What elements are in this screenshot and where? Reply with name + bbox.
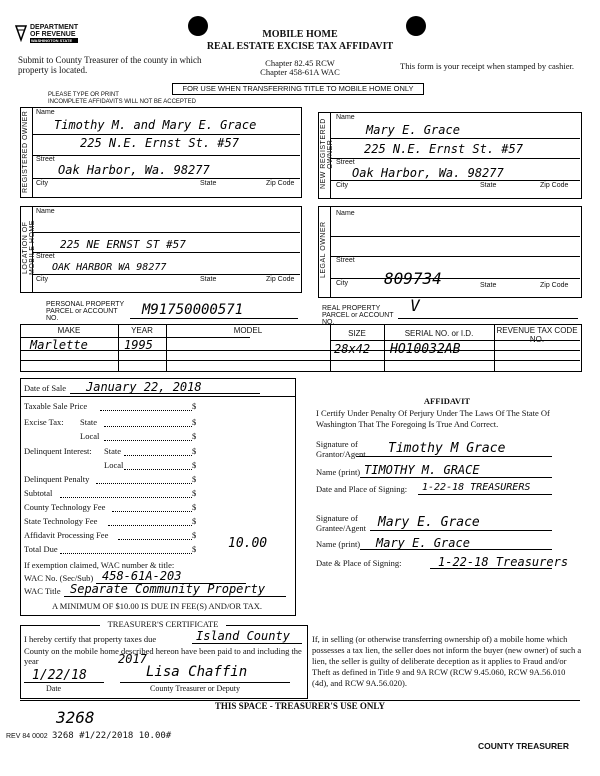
location-side-label: LOCATION OF MOBILE HOME (22, 220, 36, 276)
real-parcel-label: REAL PROPERTY PARCEL or ACCOUNT NO. (322, 305, 394, 326)
delinquent-interest-label: Delinquent Interest: (24, 446, 92, 456)
legal-city-label: City (336, 280, 349, 287)
reg-name-label: Name (36, 109, 55, 116)
loc-city-label: City (36, 276, 49, 283)
dollar-taxable: $ (192, 401, 197, 411)
wac-title-label: WAC Title (24, 586, 61, 596)
handwritten-number: 3268 (56, 708, 95, 727)
make-header: MAKE (57, 326, 81, 335)
punch-hole-right (406, 16, 426, 36)
legal-name-label: Name (336, 210, 355, 217)
dept-line2: OF REVENUE (30, 31, 76, 38)
interest-state-label: State (104, 446, 121, 456)
reg-city-label: City (36, 180, 49, 187)
treasurer-sig-label: County Treasurer or Deputy (150, 684, 240, 693)
grantee-print-label: Name (print) (316, 539, 361, 549)
new-zip-label: Zip Code (540, 182, 569, 189)
personal-parcel-label: PERSONAL PROPERTY PARCEL or ACCOUNT NO. (46, 301, 125, 322)
cashier-stamp: 3268 #1/22/2018 10.00# (52, 731, 172, 741)
serial-header: SERIAL NO. or I.D. (404, 329, 474, 338)
form-title-1: MOBILE HOME (262, 29, 338, 40)
chapter-rcw: Chapter 82.45 RCW (265, 58, 335, 68)
wac-no-value: 458-61A-203 (102, 569, 182, 583)
dollar-penalty: $ (192, 474, 197, 484)
treasurer-certify-pre: I hereby certify that property taxes due (24, 634, 157, 644)
subtotal-label: Subtotal (24, 488, 53, 498)
dollar-interest-state: $ (192, 446, 197, 456)
loc-state-label: State (200, 276, 217, 283)
print-note-2: INCOMPLETE AFFIDAVITS WILL NOT BE ACCEPTED (48, 99, 196, 105)
county-treasurer-footer: COUNTY TREASURER (478, 741, 569, 751)
reg-zip-label: Zip Code (266, 180, 295, 187)
form-title-2: REAL ESTATE EXCISE TAX AFFIDAVIT (206, 41, 394, 52)
interest-local-label: Local (104, 460, 124, 470)
legal-state-label: State (480, 282, 497, 289)
dollar-total: $ (192, 544, 197, 554)
registered-owner-side-label: REGISTERED OWNER (22, 110, 29, 194)
excise-local-label: Local (80, 431, 100, 441)
size-value: 28x42 (334, 342, 371, 356)
treasurer-county-value: Island County (196, 629, 290, 643)
dept-line3: WASHINGTON STATE (30, 38, 78, 43)
new-name-label: Name (336, 114, 355, 121)
reg-city-value: Oak Harbor, Wa. 98277 (58, 163, 210, 177)
receipt-note: This form is your receipt when stamped by cashier. (400, 61, 574, 71)
make-value: Marlette (30, 338, 88, 352)
wac-title-value: Separate Community Property (70, 582, 266, 596)
legal-zip-label: Zip Code (540, 282, 569, 289)
dollar-interest-local: $ (192, 460, 197, 470)
serial-value: HO10032AB (390, 342, 461, 357)
treasurer-year-value: 2017 (118, 652, 147, 666)
rev-form-label: REV 84 0002 (6, 733, 48, 740)
dollar-excise-state: $ (192, 417, 197, 427)
excise-state-label: State (80, 417, 97, 427)
loc-city-value: OAK HARBOR WA 98277 (52, 262, 167, 273)
grantee-print-value: Mary E. Grace (376, 536, 470, 550)
submit-instructions: Submit to County Treasurer of the county in which property is located. (18, 55, 202, 75)
transfer-banner: FOR USE WHEN TRANSFERRING TITLE TO MOBILE HOME ONLY (172, 83, 424, 95)
minimum-due-text: A MINIMUM OF $10.00 IS DUE IN FEE(S) AND/OR TAX. (51, 601, 263, 611)
year-header: YEAR (131, 326, 153, 335)
loc-street-value: 225 NE ERNST ST #57 (60, 238, 186, 251)
grantee-date-label: Date & Place of Signing: (316, 558, 402, 568)
legal-street-label: Street (336, 257, 355, 264)
tax-lien-warning: If, in selling (or otherwise transferring ownership of) a mobile home which possesses a tax lien, the seller does not inform the buyer (new owner) of such a lien, the seller is guilty of deliberate deception as it applies to Fraud and/or Theft as defined in Title 9 and 9A RCW (RCW 9.45.060, RCW 9A.56.010 (4d), and RCW 9A.56.020). (312, 634, 582, 688)
chapter-wac: Chapter 458-61A WAC (260, 67, 340, 77)
new-owner-side-label: NEW REGISTERED OWNER (320, 118, 334, 190)
dor-logo-icon (14, 24, 28, 42)
treasurer-date-label: Date (46, 684, 62, 693)
total-due-value: 10.00 (228, 536, 268, 551)
new-state-label: State (480, 182, 497, 189)
dollar-subtotal: $ (192, 488, 197, 498)
grantor-date-value: 1-22-18 TREASURERS (422, 482, 531, 493)
new-city-value: Oak Harbor, Wa. 98277 (352, 166, 504, 180)
real-parcel-mark: V (410, 296, 420, 315)
new-city-label: City (336, 182, 349, 189)
affidavit-certify-text: I Certify Under Penalty Of Perjury Under The Laws Of The State Of Washington That The Foregoing Is True And Correct. (316, 408, 550, 429)
treasurer-signature: Lisa Chaffin (146, 664, 248, 680)
county-tech-label: County Technology Fee (24, 502, 106, 512)
dollar-affidavit-fee: $ (192, 530, 197, 540)
year-value: 1995 (124, 338, 153, 352)
size-header: SIZE (348, 329, 366, 338)
grantee-date-value: 1-22-18 Treasurers (438, 555, 569, 569)
legal-scrawl: 809734 (384, 269, 442, 288)
excise-tax-label: Excise Tax: (24, 417, 64, 427)
legal-owner-side-label: LEGAL OWNER (320, 221, 327, 279)
dollar-state-tech: $ (192, 516, 197, 526)
loc-street-label: Street (36, 253, 55, 260)
grantor-print-label: Name (print) (316, 467, 361, 477)
reg-state-label: State (200, 180, 217, 187)
treasurer-certify-mid: County on the mobile home described hereon have been paid to and including the year (24, 646, 302, 666)
affidavit-fee-label: Affidavit Processing Fee (24, 530, 109, 540)
grantor-sig-label: Signature of Grantor/Agent (316, 439, 366, 459)
loc-name-label: Name (36, 208, 55, 215)
date-of-sale-label: Date of Sale (24, 383, 67, 393)
dollar-county-tech: $ (192, 502, 197, 512)
model-header: MODEL (233, 326, 263, 335)
exemption-label: If exemption claimed, WAC number & title: (24, 560, 175, 570)
loc-zip-label: Zip Code (266, 276, 295, 283)
treasurer-cert-title: TREASURER'S CERTIFICATE (100, 619, 226, 629)
reg-name-value: Timothy M. and Mary E. Grace (54, 118, 257, 132)
grantor-date-label: Date and Place of Signing: (316, 484, 408, 494)
new-name-value: Mary E. Grace (366, 123, 460, 137)
wac-no-label: WAC No. (Sec/Sub) (24, 573, 94, 583)
delinquent-penalty-label: Delinquent Penalty (24, 474, 90, 484)
dept-line1: DEPARTMENT (30, 24, 79, 31)
grantor-print-value: TIMOTHY M. GRACE (364, 463, 480, 477)
revenue-code-header: REVENUE TAX CODE NO. (496, 326, 578, 344)
treasurer-date-value: 1/22/18 (32, 668, 87, 683)
grantee-sig-label: Signature of Grantee/Agent (316, 513, 367, 533)
reg-street-label: Street (36, 156, 55, 163)
new-street-label: Street (336, 159, 355, 166)
affidavit-title: AFFIDAVIT (423, 396, 471, 406)
taxable-sale-label: Taxable Sale Price (24, 401, 88, 411)
print-note-1: PLEASE TYPE OR PRINT (48, 92, 119, 98)
reg-street-value: 225 N.E. Ernst St. #57 (80, 136, 239, 150)
state-tech-label: State Technology Fee (24, 516, 98, 526)
dollar-excise-local: $ (192, 431, 197, 441)
total-due-label: Total Due (24, 544, 58, 554)
grantor-signature: Timothy M Grace (388, 441, 506, 456)
date-of-sale-value: January 22, 2018 (86, 380, 202, 394)
personal-parcel-value: M91750000571 (142, 302, 244, 318)
grantee-signature: Mary E. Grace (378, 515, 480, 530)
new-street-value: 225 N.E. Ernst St. #57 (364, 142, 523, 156)
treasurer-use-only-label: THIS SPACE - TREASURER'S USE ONLY (214, 701, 386, 711)
